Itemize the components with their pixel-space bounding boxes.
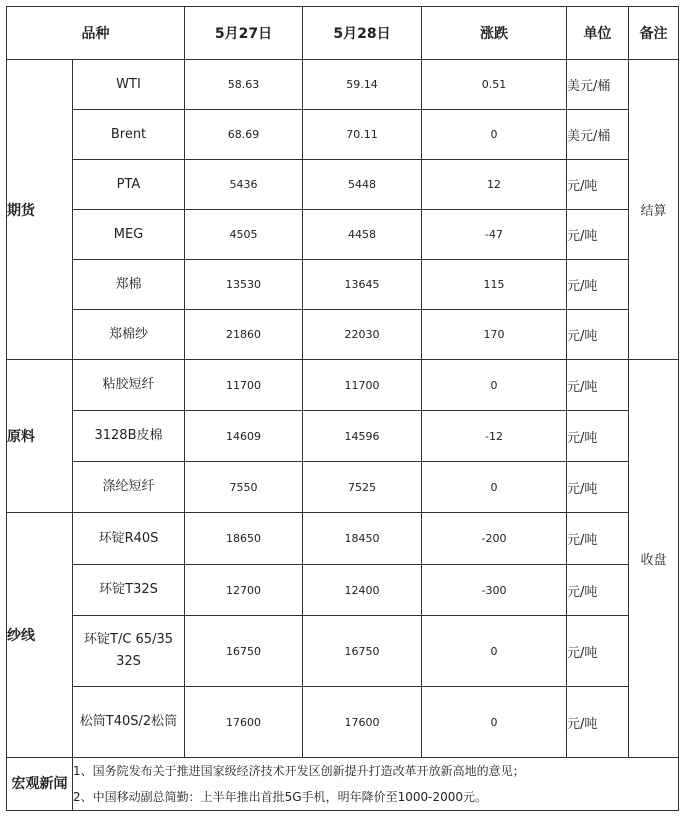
row-value-date1: 13530 [185, 260, 303, 310]
row-unit: 元/吨 [567, 260, 629, 310]
news-content [73, 758, 679, 811]
table-row [7, 462, 679, 513]
row-value-date2: 22030 [303, 310, 422, 360]
row-value-date1: 68.69 [185, 110, 303, 160]
row-unit: 元/吨 [567, 565, 629, 616]
row-value-date2: 5448 [303, 160, 422, 210]
table-row [7, 360, 679, 411]
header-row [7, 7, 679, 60]
table-row [7, 260, 679, 310]
table-row [7, 60, 679, 110]
row-change: -12 [422, 411, 567, 462]
row-change: 0 [422, 616, 567, 687]
news-category: 宏观新闻 [7, 758, 73, 811]
row-unit: 元/吨 [567, 210, 629, 260]
row-name: Brent [73, 110, 185, 160]
row-value-date2: 7525 [303, 462, 422, 513]
table-row [7, 210, 679, 260]
row-value-date1: 7550 [185, 462, 303, 513]
row-change: 170 [422, 310, 567, 360]
row-change: 0 [422, 360, 567, 411]
note-futures: 结算 [629, 60, 679, 360]
row-change: -300 [422, 565, 567, 616]
table-row [7, 616, 679, 687]
row-unit: 元/吨 [567, 310, 629, 360]
row-unit: 元/吨 [567, 513, 629, 565]
row-value-date2: 12400 [303, 565, 422, 616]
table-row [7, 411, 679, 462]
category-yarn: 纱线 [7, 513, 73, 758]
table-row [7, 687, 679, 758]
news-row [7, 758, 679, 811]
table-row [7, 565, 679, 616]
header-unit: 单位 [567, 7, 629, 60]
row-value-date1: 16750 [185, 616, 303, 687]
row-value-date1: 5436 [185, 160, 303, 210]
row-unit: 美元/桶 [567, 60, 629, 110]
table-row [7, 310, 679, 360]
table-row [7, 513, 679, 565]
row-unit: 元/吨 [567, 687, 629, 758]
row-value-date1: 17600 [185, 687, 303, 758]
row-value-date2: 4458 [303, 210, 422, 260]
header-variety: 品种 [7, 7, 185, 60]
row-change: 12 [422, 160, 567, 210]
row-unit: 元/吨 [567, 462, 629, 513]
row-unit: 元/吨 [567, 360, 629, 411]
news-item-2: 2、中国移动副总简勤：上半年推出首批5G手机，明年降价至1000-2000元。 [73, 790, 487, 804]
row-change: -200 [422, 513, 567, 565]
row-value-date1: 4505 [185, 210, 303, 260]
row-unit: 元/吨 [567, 616, 629, 687]
price-table [6, 6, 679, 811]
row-name: 松筒T40S/2松筒 [73, 687, 185, 758]
row-value-date1: 12700 [185, 565, 303, 616]
row-change: 0 [422, 462, 567, 513]
row-name: 郑棉纱 [73, 310, 185, 360]
row-change: -47 [422, 210, 567, 260]
header-date2: 5月28日 [303, 7, 422, 60]
row-value-date2: 13645 [303, 260, 422, 310]
row-name: 环锭T/C 65/35 32S [73, 616, 185, 687]
row-name: 环锭T32S [73, 565, 185, 616]
row-value-date2: 16750 [303, 616, 422, 687]
category-futures: 期货 [7, 60, 73, 360]
row-change: 0.51 [422, 60, 567, 110]
row-value-date1: 21860 [185, 310, 303, 360]
row-unit: 美元/桶 [567, 110, 629, 160]
row-value-date2: 14596 [303, 411, 422, 462]
row-name: 粘胶短纤 [73, 360, 185, 411]
row-value-date2: 11700 [303, 360, 422, 411]
row-name: PTA [73, 160, 185, 210]
row-name: 郑棉 [73, 260, 185, 310]
header-date1: 5月27日 [185, 7, 303, 60]
row-value-date1: 18650 [185, 513, 303, 565]
row-name: 3128B皮棉 [73, 411, 185, 462]
row-value-date1: 14609 [185, 411, 303, 462]
row-name: 涤纶短纤 [73, 462, 185, 513]
row-change: 115 [422, 260, 567, 310]
note-close: 收盘 [629, 360, 679, 758]
row-value-date2: 17600 [303, 687, 422, 758]
row-value-date1: 11700 [185, 360, 303, 411]
row-value-date1: 58.63 [185, 60, 303, 110]
news-item-1: 1、国务院发布关于推进国家级经济技术开发区创新提升打造改革开放新高地的意见； [73, 764, 525, 778]
header-change: 涨跌 [422, 7, 567, 60]
row-name: WTI [73, 60, 185, 110]
row-name: 环锭R40S [73, 513, 185, 565]
row-change: 0 [422, 110, 567, 160]
header-note: 备注 [629, 7, 679, 60]
row-unit: 元/吨 [567, 411, 629, 462]
row-value-date2: 18450 [303, 513, 422, 565]
row-name: MEG [73, 210, 185, 260]
table-row [7, 160, 679, 210]
category-raw-materials: 原料 [7, 360, 73, 513]
row-change: 0 [422, 687, 567, 758]
row-unit: 元/吨 [567, 160, 629, 210]
row-value-date2: 59.14 [303, 60, 422, 110]
row-value-date2: 70.11 [303, 110, 422, 160]
table-row [7, 110, 679, 160]
